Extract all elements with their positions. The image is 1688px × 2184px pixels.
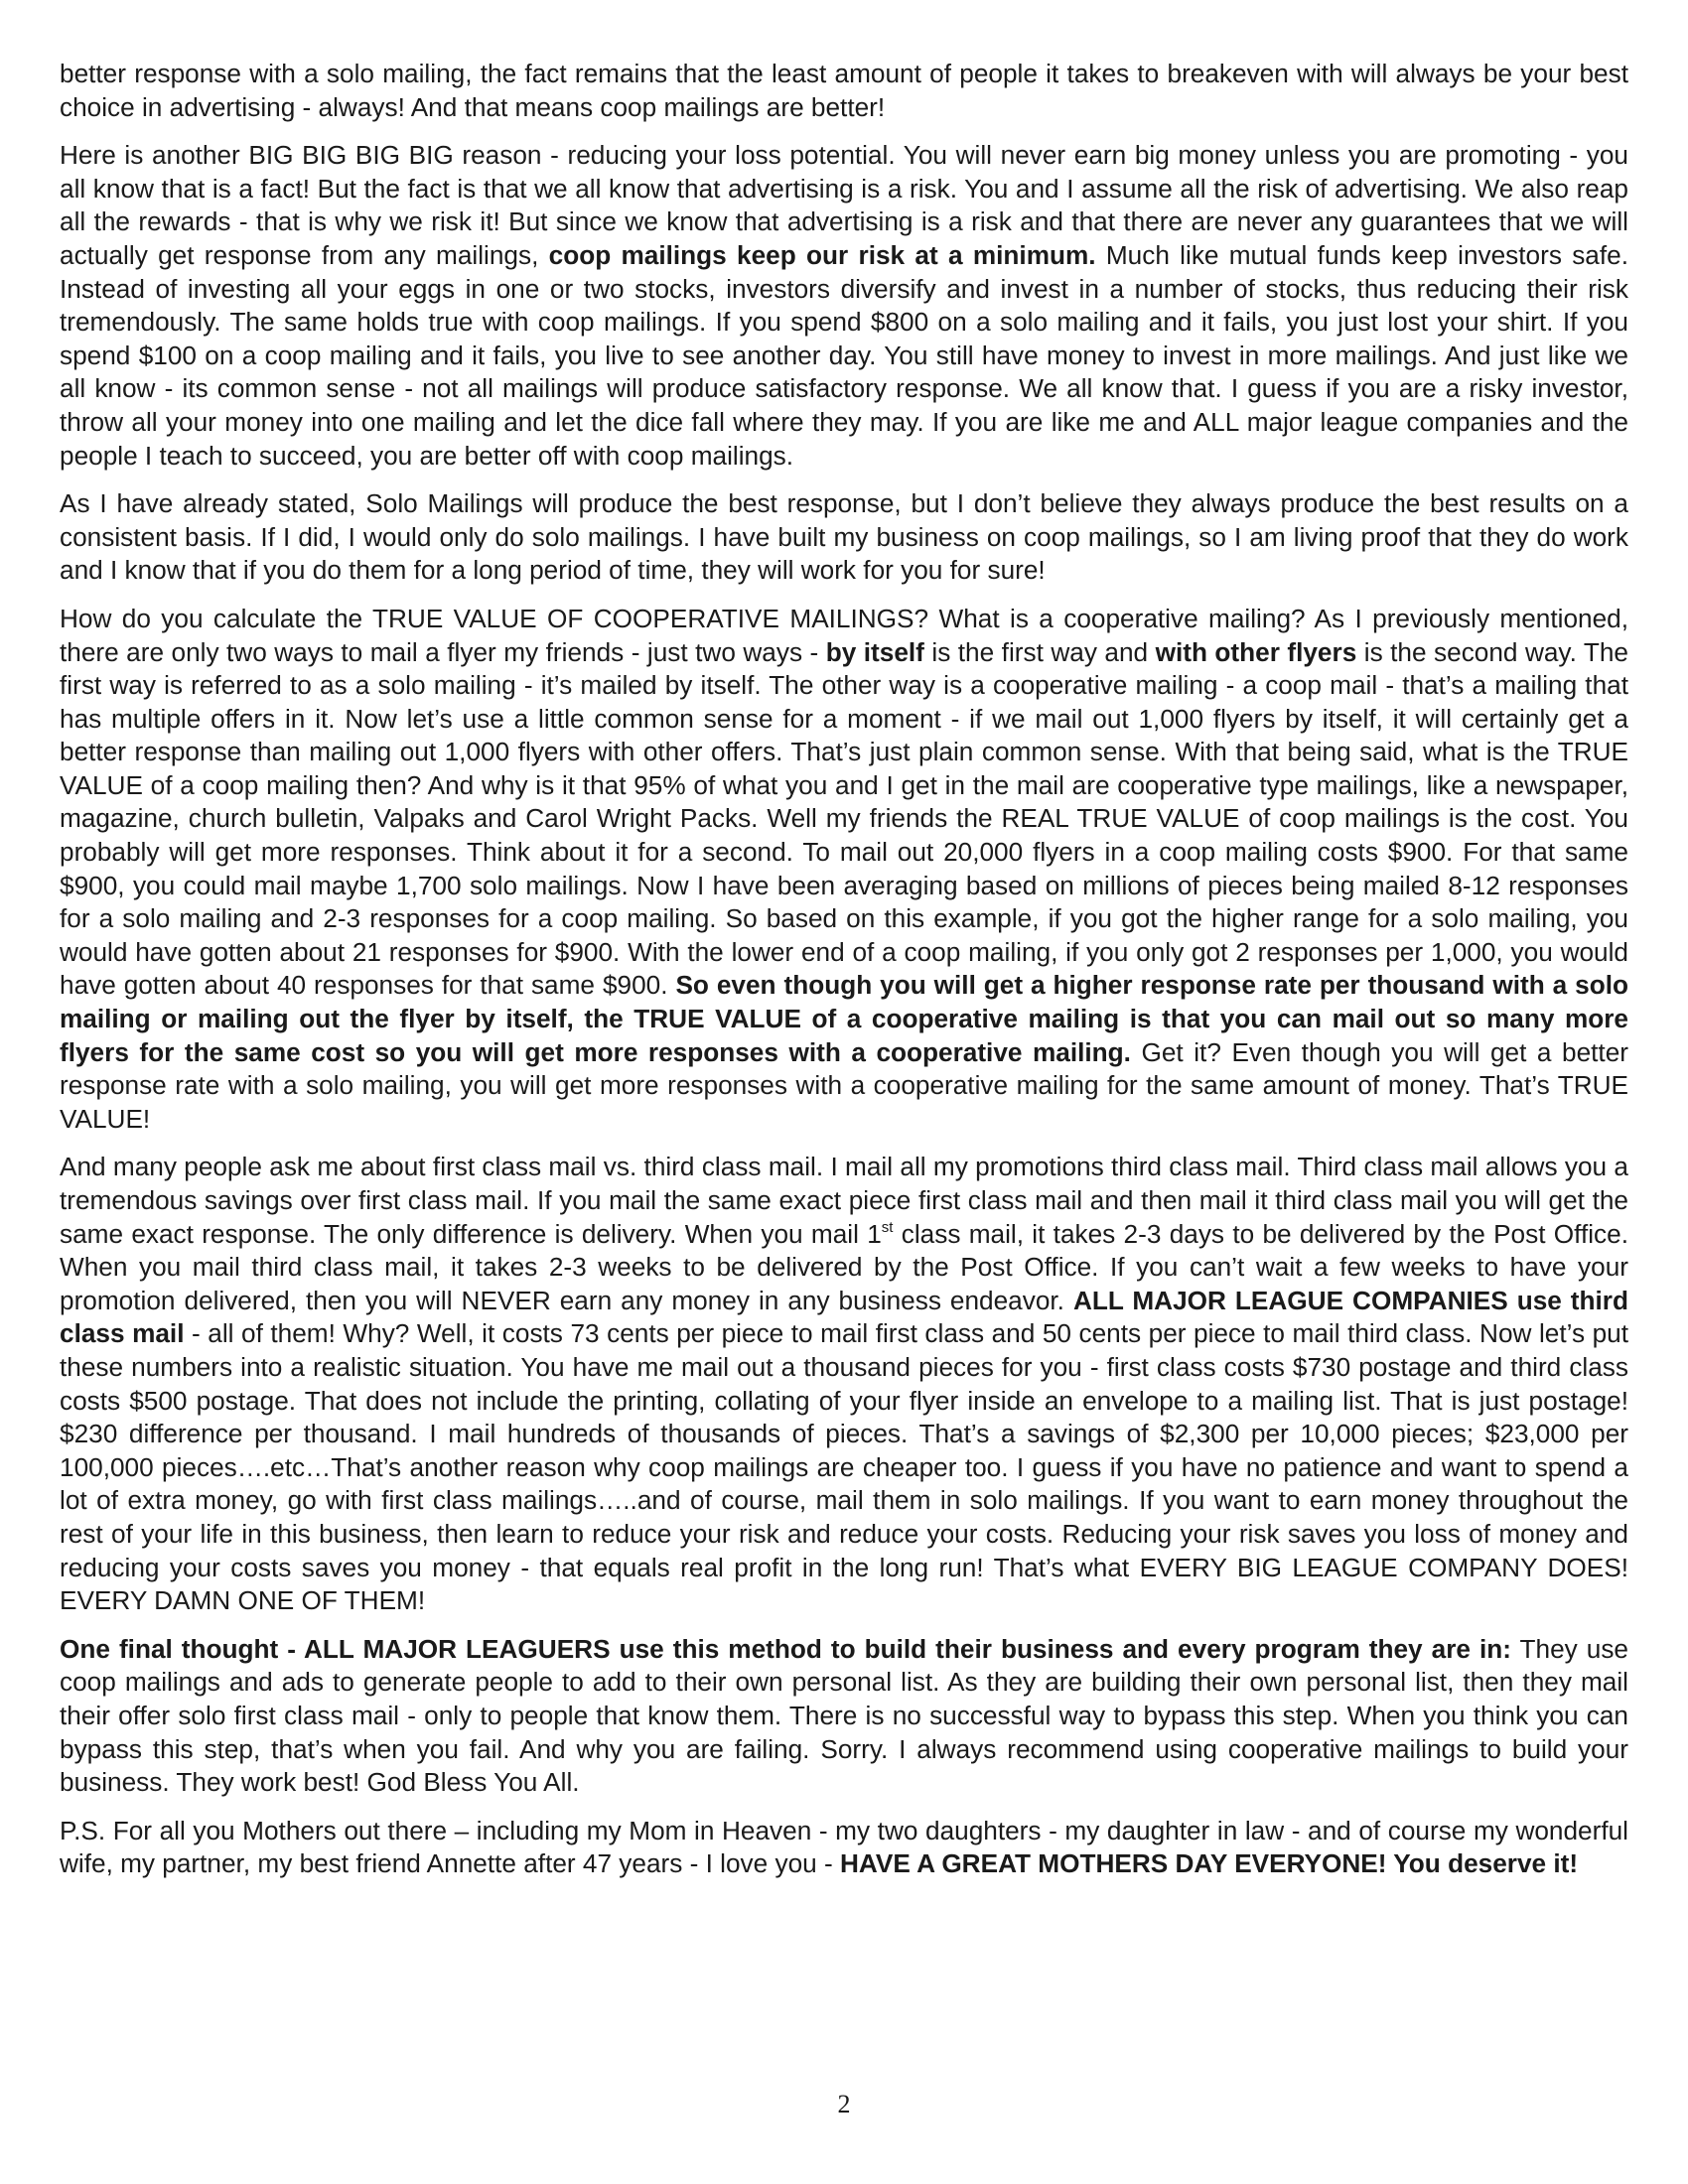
bold-text: HAVE A GREAT MOTHERS DAY EVERYONE! You deserve it!: [839, 1848, 1579, 1879]
document-body: [60, 58, 1628, 1896]
paragraph-true-value: [60, 603, 1628, 1137]
text-run: - all of them! Why? Well, it costs 73 cents per piece to mail first class and 50 cents per piece to mail third class. Now let’s put these numbers into a realistic situation. You have me mail out a thousand pieces for you - first class costs $730 postage and third class costs $500 postage. That does not include the printing, collating of your flyer inside an envelope to a mailing list. That is just postage! $230 difference per thousand. I mail hundreds of thousands of pieces. That’s a savings of $2,300 per 10,000 pieces; $23,000 per 100,000 pieces….etc…That’s another reason why coop mailings are cheaper too. I guess if you have no patience and want to spend a lot of extra money, go with first class mailings…..and of course, mail them in solo mailings. If you want to earn money throughout the rest of your life in this business, then learn to reduce your risk and reduce your costs. Reducing your risk saves you loss of money and reducing your costs saves you money - that equals real profit in the long run! That’s what EVERY BIG LEAGUE COMPANY DOES! EVERY DAMN ONE OF THEM!: [60, 1318, 1629, 1616]
superscript-text: st: [881, 1218, 894, 1236]
text-run: Much like mutual funds keep investors safe. Instead of investing all your eggs in one or two stocks, investors diversify and invest in a number of stocks, thus reducing their risk tremendously. The same holds true with coop mailings. If you spend $800 on a solo mailing and it fails, you just lost your shirt. If you spend $100 on a coop mailing and it fails, you live to see another day. You still have money to invest in more mailings. And just like we all know - its common sense - not all mailings will produce satisfactory response. We all know that. I guess if you are a risky investor, throw all your money into one mailing and let the dice fall where they may. If you are like me and ALL major league companies and the people I teach to succeed, you are better off with coop mailings.: [60, 239, 1628, 471]
paragraph-first-vs-third-class: [60, 1151, 1628, 1617]
paragraph-solo-vs-coop: [60, 487, 1628, 588]
text-run: is the first way and: [923, 636, 1156, 667]
bold-text: One final thought - ALL MAJOR LEAGUERS use this method to build their business and every program they are in:: [60, 1633, 1511, 1664]
text-run: P.S. For all you Mothers out there – including my Mom in Heaven - my two daughters - my daughter in law - and of course my wonderful wife, my partner, my best friend Annette after 47 years - I love you -: [60, 1815, 1628, 1879]
text-run: How do you calculate the TRUE VALUE OF COOPERATIVE MAILINGS? What is a cooperative mailing? As I previously mentioned, there are only two ways to mail a flyer my friends - just two ways -: [60, 603, 1628, 667]
text-run: class mail, it takes 2-3 days to be delivered by the Post Office. When you mail third class mail, it takes 2-3 weeks to be delivered by the Post Office. If you can’t wait a few weeks to have your promotion delivered, then you will NEVER earn any money in any business endeavor.: [60, 1218, 1628, 1315]
text-run: Get it? Even though you will get a better response rate with a solo mailing, you will get more responses with a cooperative mailing for the same amount of money. That’s TRUE VALUE!: [60, 1036, 1628, 1134]
text-run: better response with a solo mailing, the fact remains that the least amount of people it takes to breakeven with will always be your best choice in advertising - always! And that means coop mailings are better!: [60, 59, 1628, 122]
bold-text: ALL MAJOR LEAGUE COMPANIES use third class mail: [60, 1285, 1628, 1349]
bold-text: with other flyers: [1155, 636, 1357, 667]
paragraph-coop-breakeven: [60, 58, 1628, 124]
paragraph-postscript: [60, 1815, 1628, 1881]
text-run: They use coop mailings and ads to generate people to add to their own personal list. As they are building their own personal list, then they mail their offer solo first class mail - only to people that know them. There is no successful way to bypass this step. When you think you can bypass this step, that’s when you fail. And why you are failing. Sorry. I always recommend using cooperative mailings to build your business. They work best! God Bless You All.: [60, 1633, 1628, 1798]
text-run: And many people ask me about first class mail vs. third class mail. I mail all my promotions third class mail. Third class mail allows you a tremendous savings over first class mail. If you mail the same exact piece first class mail and then mail it third class mail you will get the same exact response. The only difference is delivery. When you mail 1: [60, 1152, 1628, 1249]
bold-text: by itself: [825, 636, 924, 667]
text-run: is the second way. The first way is referred to as a solo mailing - it’s mailed by itself. The other way is a cooperative mailing - a coop mail - that’s a mailing that has multiple offers in it. Now let’s use a little common sense for a moment - if we mail out 1,000 flyers by itself, it will certainly get a better response than mailing out 1,000 flyers with other offers. That’s just plain common sense. With that being said, what is the TRUE VALUE of a coop mailing then? And why is it that 95% of what you and I get in the mail are cooperative type mailings, like a newspaper, magazine, church bulletin, Valpaks and Carol Wright Packs. Well my friends the REAL TRUE VALUE of coop mailings is the cost. You probably will get more responses. Think about it for a second. To mail out 20,000 flyers in a coop mailing costs $900. For that same $900, you could mail maybe 1,700 solo mailings. Now I have been averaging based on millions of pieces being mailed 8-12 responses for a solo mailing and 2-3 responses for a coop mailing. So based on this example, if you got the higher range for a solo mailing, you would have gotten about 21 responses for $900. With the lower end of a coop mailing, if you only got 2 responses per 1,000, you would have gotten about 40 responses for that same $900.: [60, 636, 1628, 1001]
page-number: 2: [837, 2090, 851, 2118]
paragraph-final-thought: [60, 1633, 1628, 1800]
text-run: Here is another BIG BIG BIG BIG reason - reducing your loss potential. You will never earn big money unless you are promoting - you all know that is a fact! But the fact is that we all know that advertising is a risk. You and I assume all the risk of advertising. We also reap all the rewards - that is why we risk it! But since we know that advertising is a risk and that there are never any guarantees that we will actually get response from any mailings,: [60, 140, 1628, 270]
bold-text: So even though you will get a higher response rate per thousand with a solo mailing or mailing out the flyer by itself, the TRUE VALUE of a cooperative mailing is that you can mail out so many more flyers for the same cost so you will get more responses with a cooperative mailing.: [60, 970, 1629, 1067]
bold-text: coop mailings keep our risk at a minimum.: [548, 239, 1096, 270]
paragraph-reducing-loss: [60, 139, 1628, 473]
text-run: As I have already stated, Solo Mailings will produce the best response, but I don’t believe they always produce the best results on a consistent basis. If I did, I would only do solo mailings. I have built my business on coop mailings, so I am living proof that they do work and I know that if you do them for a long period of time, they will work for you for sure!: [60, 488, 1628, 586]
